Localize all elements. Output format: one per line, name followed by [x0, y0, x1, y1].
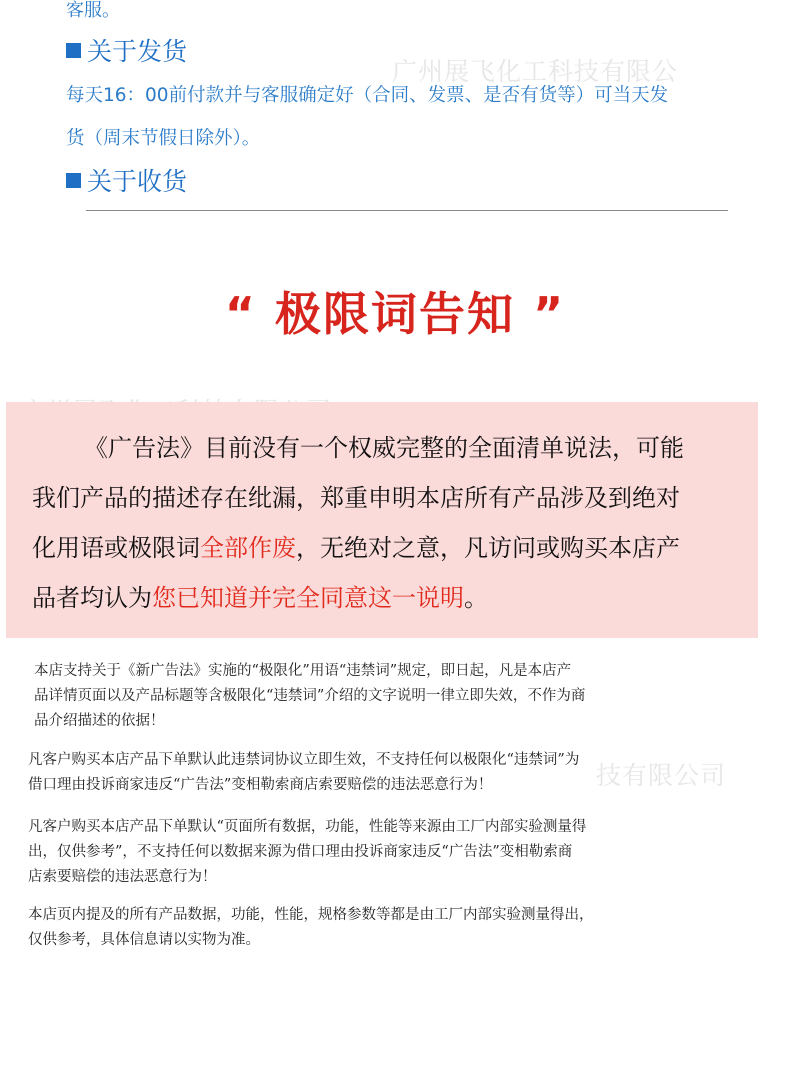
notice-line-3-text-a: 化用语或极限词 [32, 534, 200, 562]
paragraph-4-line-1: 本店页内提及的所有产品数据，功能，性能，规格参数等都是由工厂内部实验测量得出， [28, 907, 594, 923]
paragraph-1-line-1: 本店支持关于《新广告法》实施的“极限化”用语“违禁词”规定，即日起，凡是本店产 [34, 663, 572, 679]
shipping-line-1: 每天16：00前付款并与客服确定好（合同、发票、是否有货等）可当天发 [66, 85, 669, 106]
receiving-heading-label: 关于收货 [87, 167, 188, 196]
divider [86, 210, 728, 211]
notice-box [6, 402, 758, 638]
paragraph-4-line-2: 仅供参考，具体信息请以实物为准。 [28, 932, 260, 948]
paragraph-3-line-3: 店索要赔偿的违法恶意行为！ [28, 869, 217, 885]
paragraph-2-line-2: 借口理由投诉商家违反“广告法”变相勒索商店索要赔偿的违法恶意行为！ [28, 777, 493, 793]
notice-title: “ 极限词告知 ” [224, 287, 566, 341]
notice-highlight-void: 全部作废 [200, 534, 296, 562]
watermark-lower-right: 技有限公司 [596, 761, 727, 790]
notice-line-1: 《广告法》目前没有一个权威完整的全面清单说法，可能 [84, 434, 684, 462]
notice-line-3 [32, 528, 680, 563]
receiving-heading [66, 162, 187, 198]
notice-line-3-text-b: ，无绝对之意，凡访问或购买本店产 [296, 534, 680, 562]
paragraph-1-line-3: 品介绍描述的依据！ [34, 713, 165, 729]
notice-line-2: 我们产品的描述存在纰漏，郑重申明本店所有产品涉及到绝对 [32, 484, 680, 512]
top-fragment: 客服。 [66, 0, 120, 21]
paragraph-3-line-1: 凡客户购买本店产品下单默认“页面所有数据，功能，性能等来源由工厂内部实验测量得 [28, 819, 587, 835]
notice-line-4-text-b: 。 [464, 584, 488, 612]
square-bullet-icon [66, 173, 81, 188]
square-bullet-icon [66, 43, 81, 58]
paragraph-2-line-1: 凡客户购买本店产品下单默认此违禁词协议立即生效，不支持任何以极限化“违禁词”为 [28, 752, 580, 768]
notice-line-4-text-a: 品者均认为 [32, 584, 152, 612]
paragraph-3-line-2: 出，仅供参考”，不支持任何以数据来源为借口理由投诉商家违反“广告法”变相勒索商 [28, 844, 573, 860]
notice-highlight-agree: 您已知道并完全同意这一说明 [152, 584, 464, 612]
paragraph-1-line-2: 品详情页面以及产品标题等含极限化“违禁词”介绍的文字说明一律立即失效，不作为商 [34, 688, 586, 704]
shipping-line-2: 货（周末节假日除外）。 [66, 128, 261, 149]
notice-line-4 [32, 578, 488, 613]
shipping-heading [66, 32, 187, 68]
shipping-heading-label: 关于发货 [87, 37, 188, 66]
watermark-top-right: 广州展飞化工科技有限公 [392, 57, 679, 86]
